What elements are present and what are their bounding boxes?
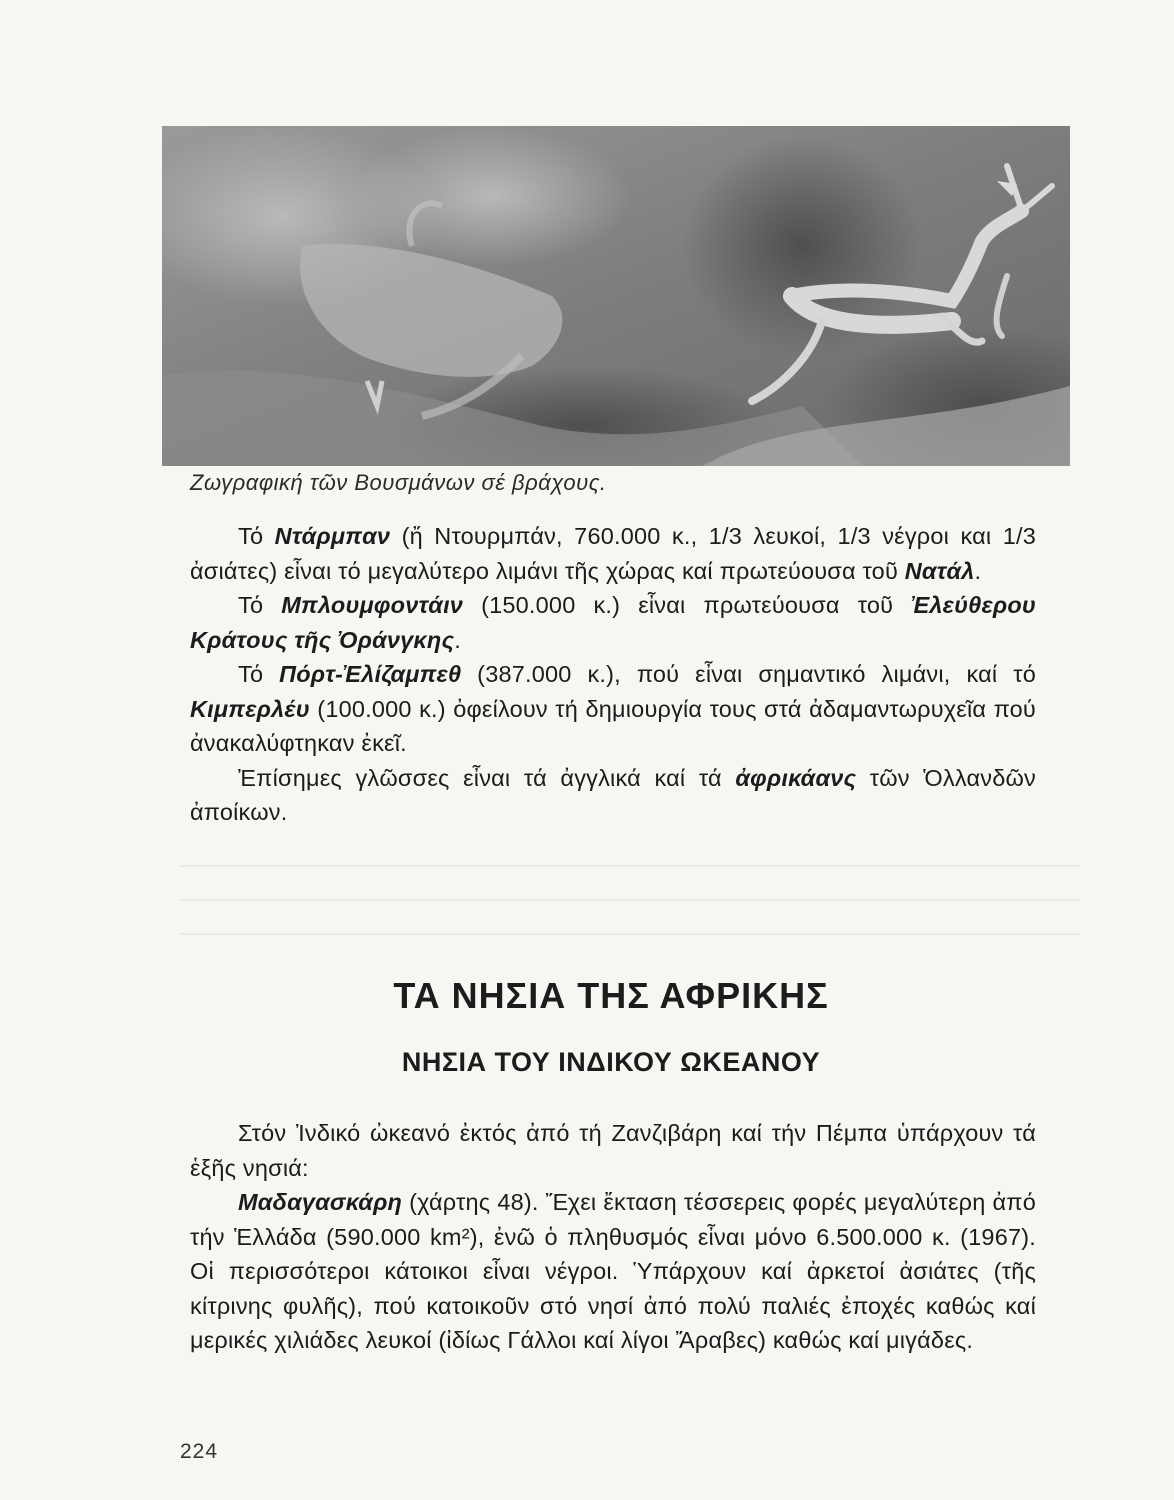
- photo-caption: Ζωγραφική τῶν Βουσμάνων σέ βράχους.: [190, 470, 607, 495]
- place-name: Κιμπερλέυ: [190, 695, 310, 722]
- text: (χάρτης 48). Ἔχει ἔκταση τέσσερεις φορές μεγαλύτερη ἀπό τήν Ἑλλάδα (590.000 km²), ἐνῶ ὁ πληθυσμός εἶναι μόνο 6.500.000 κ. (1967). Οἱ περισσότεροι κάτοικοι εἶναι νέγροι. Ὑπάρχουν καί ἀρκετοί ἀσιάτες (τῆς κίτρινης φυλῆς), πού κατοικοῦν στό νησί ἀπό πολύ παλιές ἐποχές καθώς καί μερικές χιλιάδες λευκοί (ἰδίως Γάλλοι καί λίγοι Ἄραβες) καθώς καί μιγάδες.: [190, 1189, 1036, 1353]
- place-name: Ἐλεύθερου Κράτους τῆς Ὀράνγκης: [190, 592, 1036, 653]
- rock-painting-photo: [162, 126, 1070, 466]
- text: Τό: [238, 592, 282, 618]
- paragraph: [190, 657, 1036, 761]
- language-name: ἀφρικάανς: [735, 764, 857, 791]
- paragraph: [190, 519, 1036, 588]
- body-text-top: [190, 519, 1036, 830]
- text: Στόν Ἰνδικό ὠκεανό ἐκτός ἀπό τή Ζανζιβάρη καί τήν Πέμπα ὑπάρχουν τά ἑξῆς νησιά:: [190, 1120, 1036, 1181]
- place-name: Πόρτ-Ἐλίζαμπεθ: [279, 661, 462, 687]
- text: Ἐπίσημες γλῶσσες εἶναι τά ἀγγλικά καί τά: [238, 764, 736, 791]
- paragraph: [190, 588, 1036, 657]
- text: (387.000 κ.), πού εἶναι σημαντικό λιμάνι, καί τό: [461, 661, 1036, 687]
- text: (ἤ Ντουρμπάν, 760.000 κ., 1/3 λευκοί, 1/3 νέγροι και 1/3 ἀσιάτες) εἶναι τό μεγαλύτερο λιμάνι τῆς χώρας καί πρωτεύουσα τοῦ: [190, 523, 1036, 584]
- text: (150.000 κ.) εἶναι πρωτεύουσα τοῦ: [463, 592, 912, 618]
- place-name: Μαδαγασκάρη: [238, 1189, 403, 1215]
- text: Τό: [238, 661, 280, 687]
- paper-bleed-through: [180, 865, 1080, 955]
- body-text-bottom: [190, 1116, 1036, 1358]
- paragraph: [190, 1116, 1036, 1185]
- paragraph: [190, 761, 1036, 830]
- place-name: Ντάρμπαν: [274, 523, 391, 549]
- text: .: [974, 557, 982, 584]
- place-name: Μπλουμφοντάιν: [281, 592, 464, 618]
- text: Τό: [238, 523, 275, 549]
- page-number: 224: [180, 1440, 219, 1463]
- subsection-heading: ΝΗΣΙΑ ΤΟΥ ΙΝΔΙΚΟΥ ΩΚΕΑΝΟΥ: [401, 1047, 821, 1077]
- text: τῶν Ὁλλανδῶν ἀποίκων.: [190, 764, 1036, 825]
- section-heading: ΤΑ ΝΗΣΙΑ ΤΗΣ ΑΦΡΙΚΗΣ: [393, 975, 829, 1016]
- text: .: [454, 626, 461, 653]
- rock-painting-image: [162, 126, 1070, 466]
- place-name: Νατάλ: [904, 557, 975, 584]
- paragraph: [190, 1185, 1036, 1358]
- text: (100.000 κ.) ὀφείλουν τή δημιουργία τους στά ἀδαμαντωρυχεῖα πού ἀνακαλύφτηκαν ἐκεῖ.: [190, 695, 1036, 756]
